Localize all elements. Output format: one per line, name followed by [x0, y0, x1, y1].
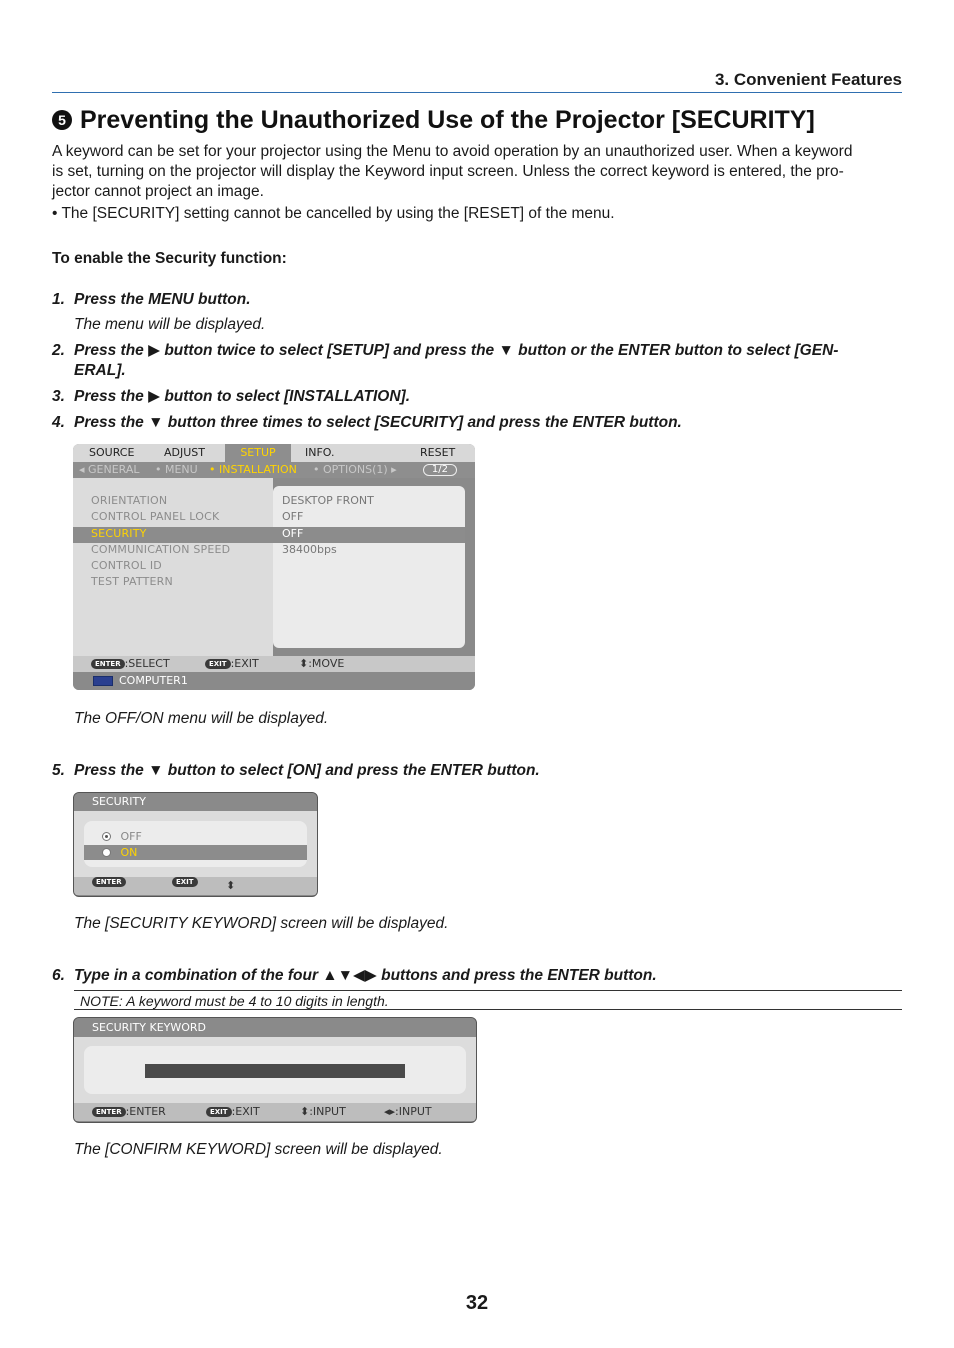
step-4-result: The OFF/ON menu will be displayed.: [74, 710, 329, 727]
menu-row-test-pattern[interactable]: TEST PATTERN: [91, 575, 173, 588]
radio-unselected-icon: [102, 848, 111, 857]
setup-menu-screen: [73, 444, 475, 690]
step-text: Press the ▼ button to select [ON] and press the ENTER button.: [74, 762, 540, 779]
note: NOTE: A keyword must be 4 to 10 digits in length.: [74, 990, 902, 1010]
keyword-screen-title: SECURITY KEYWORD: [74, 1018, 476, 1037]
step-number: 2.: [52, 342, 65, 359]
intro-line: A keyword can be set for your projector using the Menu to avoid operation by an unauthorized user. When a keyword: [52, 143, 853, 160]
tab-reset[interactable]: RESET: [420, 446, 456, 459]
step-number: 5.: [52, 762, 65, 779]
step-text: Press the ▶ button to select [INSTALLATION].: [74, 388, 410, 405]
option-on-label: ON: [120, 846, 138, 859]
footer-exit: :EXIT: [230, 657, 259, 670]
step-number: 6.: [52, 967, 65, 984]
menu-footer: [73, 656, 475, 672]
step-text: Type in a combination of the four ▲▼◀▶ buttons and press the ENTER button.: [74, 967, 657, 984]
footer-move: ⬍:MOVE: [299, 657, 345, 670]
step-2-continued: ERAL].: [74, 362, 126, 379]
step-1: [52, 290, 902, 310]
menu-row-security[interactable]: SECURITY: [91, 527, 147, 540]
page-number: 32: [465, 1292, 489, 1314]
intro-paragraph: [52, 142, 904, 224]
menu-tabs: [73, 444, 475, 462]
intro-bullet: • The [SECURITY] setting cannot be cancelled by using the [RESET] of the menu.: [52, 205, 615, 222]
radio-selected-icon: [102, 832, 111, 841]
step-text: Press the ▼ button three times to select [SECURITY] and press the ENTER button.: [74, 414, 682, 431]
option-box: [84, 821, 307, 867]
exit-key-icon: EXIT: [206, 1107, 232, 1117]
intro-line: is set, turning on the projector will display the Keyword input screen. Unless the correct keyword is entered, the pro-: [52, 163, 844, 180]
subtab-installation[interactable]: • INSTALLATION: [209, 463, 297, 476]
step-5: [52, 761, 902, 781]
step-5-result: The [SECURITY KEYWORD] screen will be displayed.: [74, 915, 449, 932]
step-1-result: The menu will be displayed.: [74, 316, 266, 333]
page-indicator: 1/2: [423, 464, 457, 476]
step-6-result: The [CONFIRM KEYWORD] screen will be displayed.: [74, 1141, 443, 1158]
security-keyword-screen: [73, 1017, 477, 1123]
section-header: 3. Convenient Features: [52, 70, 902, 93]
option-off-label: OFF: [120, 830, 142, 843]
step-4: [52, 413, 902, 433]
menu-value: 38400bps: [282, 543, 337, 556]
footer-input-leftright: ◂▸:INPUT: [384, 1105, 432, 1118]
step-number: 3.: [52, 388, 65, 405]
page-title-text: Preventing the Unauthorized Use of the Projector [SECURITY]: [80, 106, 815, 134]
subtab-options[interactable]: • OPTIONS(1) ▸: [313, 463, 397, 476]
exit-key-icon: EXIT: [172, 877, 198, 887]
menu-subtabs: [73, 462, 475, 478]
footer-exit: :EXIT: [231, 1105, 260, 1118]
menu-row-control-id[interactable]: CONTROL ID: [91, 559, 162, 572]
enter-key-icon: ENTER: [91, 659, 125, 669]
step-number: 4.: [52, 414, 65, 431]
menu-row-control-panel-lock[interactable]: CONTROL PANEL LOCK: [91, 510, 220, 523]
keyword-footer: [74, 1103, 476, 1121]
menu-value: OFF: [282, 510, 304, 523]
menu-value: DESKTOP FRONT: [282, 494, 374, 507]
menu-value: OFF: [282, 527, 304, 540]
option-off[interactable]: [102, 830, 142, 843]
footer-enter: :ENTER: [125, 1105, 166, 1118]
updown-icon: ⬍: [226, 879, 236, 892]
security-screen-title: SECURITY: [74, 793, 317, 811]
step-number-badge: 5: [52, 110, 72, 130]
exit-key-icon: EXIT: [205, 659, 231, 669]
menu-row-communication-speed[interactable]: COMMUNICATION SPEED: [91, 543, 231, 556]
subtab-general[interactable]: ◂ GENERAL: [79, 463, 140, 476]
tab-info[interactable]: INFO.: [305, 446, 335, 459]
security-footer: [74, 877, 317, 895]
subtab-menu[interactable]: • MENU: [155, 463, 198, 476]
security-onoff-screen: [73, 792, 318, 897]
keyword-input-field[interactable]: [145, 1064, 405, 1078]
tab-adjust[interactable]: ADJUST: [164, 446, 205, 459]
step-3: [52, 387, 902, 407]
source-name: COMPUTER1: [119, 674, 188, 687]
enter-key-icon: ENTER: [92, 1107, 126, 1117]
step-number: 1.: [52, 291, 65, 308]
source-bar: [73, 672, 475, 690]
step-text: Press the ▶ button twice to select [SETUP] and press the ▼ button or the ENTER button to select [GEN-: [74, 342, 839, 359]
step-2: [52, 341, 902, 361]
footer-input-updown: ⬍:INPUT: [300, 1105, 346, 1118]
enter-key-icon: ENTER: [92, 877, 126, 887]
step-text: Press the MENU button.: [74, 291, 251, 308]
tab-source[interactable]: SOURCE: [89, 446, 135, 459]
computer-input-icon: [93, 676, 113, 686]
tab-setup[interactable]: SETUP: [225, 444, 291, 462]
intro-line: jector cannot project an image.: [52, 183, 264, 200]
step-6: [52, 966, 902, 986]
page-title: [52, 106, 815, 135]
footer-select: :SELECT: [124, 657, 170, 670]
option-on[interactable]: [102, 846, 137, 859]
menu-row-orientation[interactable]: ORIENTATION: [91, 494, 168, 507]
subheading: To enable the Security function:: [52, 250, 287, 267]
